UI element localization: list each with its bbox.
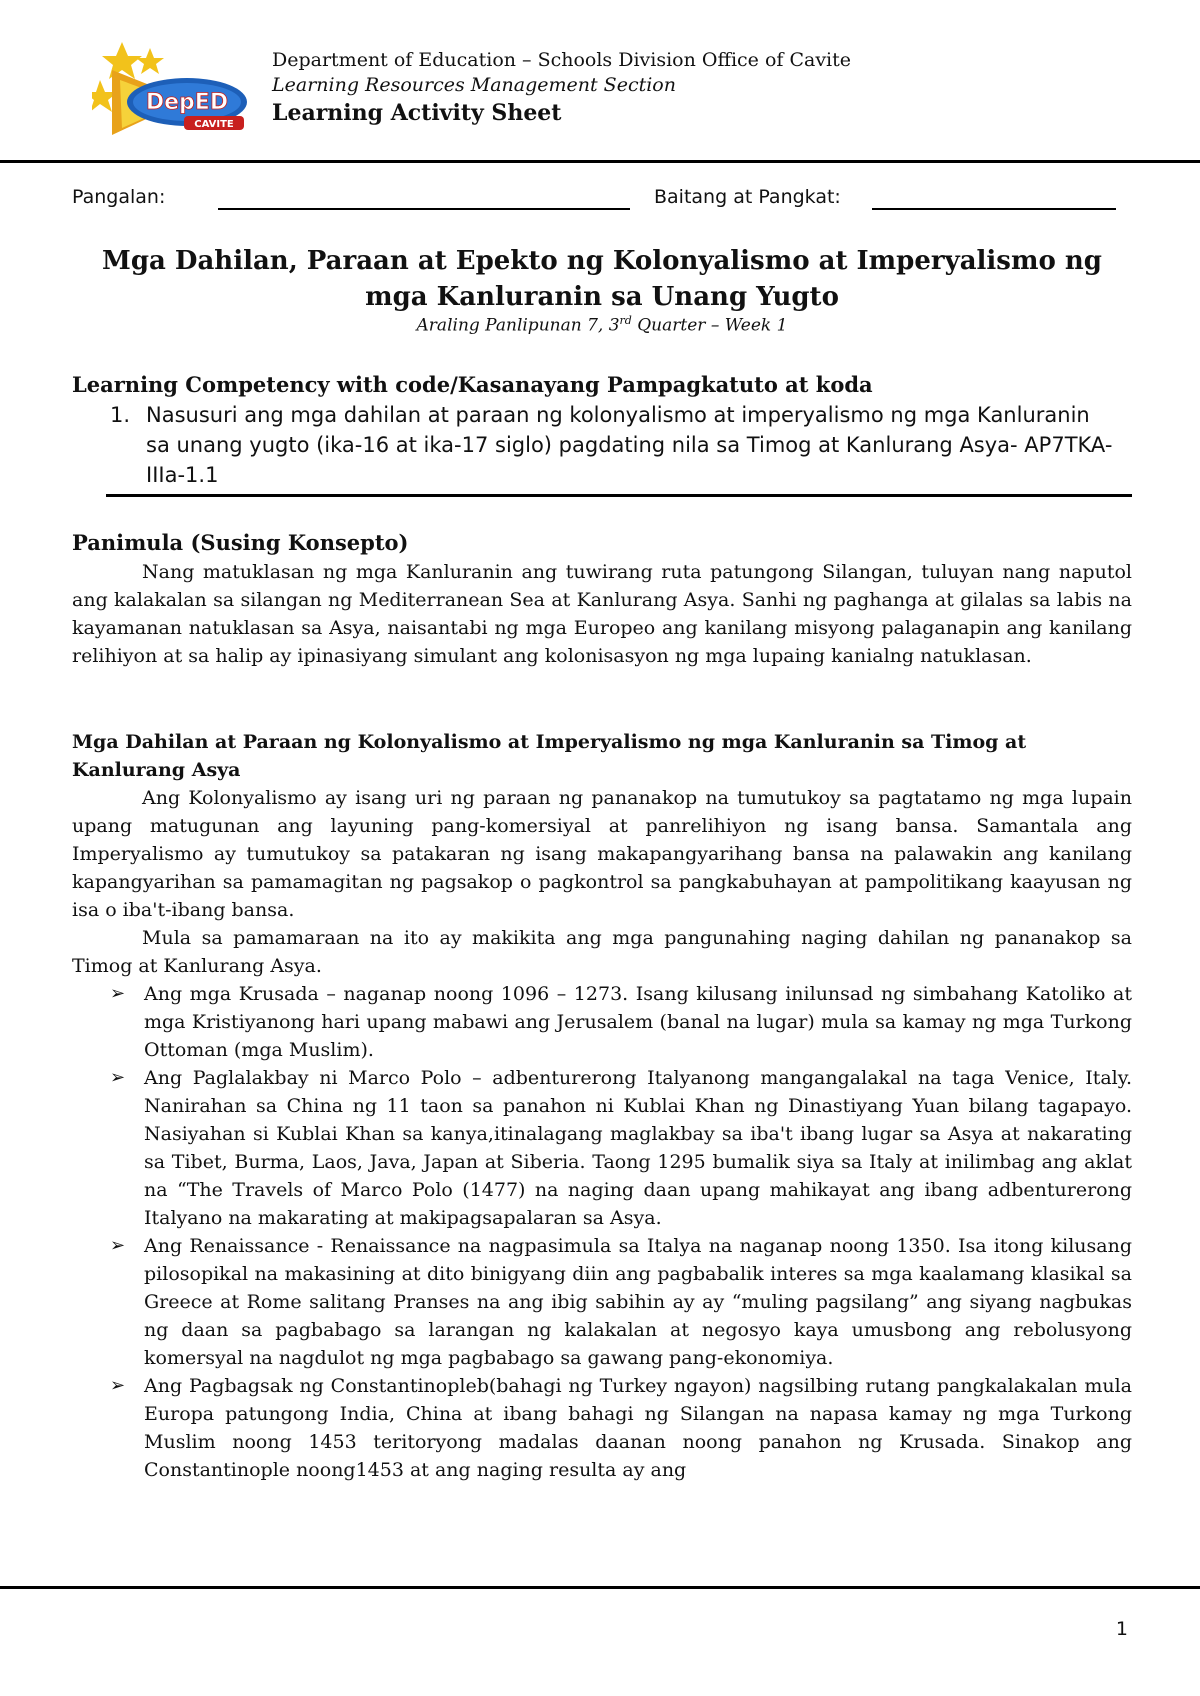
svg-text:CAVITE: CAVITE [194, 119, 234, 130]
list-item: ➢ Ang Pagbagsak ng Constantinopleb(bahagi ng Turkey ngayon) nagsilbing rutang pangkalakalan mula Europa patungong India, China at ibang bahagi ng Silangan na napasa kamay ng mga Turkong Muslim noong 1453 teritoryong madalas daanan noong panahon ng Krusada. Sinakop ang Constantinople noong1453 at ang naging resulta ay ang [72, 1372, 1132, 1484]
section-paragraph-1: Ang Kolonyalismo ay isang uri ng paraan ng pananakop na tumutukoy sa pagtatamo ng mga lupain upang matugunan ang layuning pang-komersiyal at panrelihiyon ng isang bansa. Samantala ang Imperyalismo ay tumutukoy sa patakaran ng isang makapangyarihang bansa na palawakin ang kanilang kapangyarihan sa pamamagitan ng pagsakop o pagkontrol sa pangkabuhayan at pampolitikang kaayusan ng isa o iba't-ibang bansa. [72, 787, 1132, 921]
header-section: Learning Resources Management Section [272, 74, 676, 96]
name-label: Pangalan: [72, 186, 166, 208]
arrow-bullet-icon: ➢ [110, 1067, 126, 1088]
page-number: 1 [1115, 1618, 1128, 1640]
header-sheet-title: Learning Activity Sheet [272, 100, 562, 126]
lesson-title-line2: mga Kanluranin sa Unang Yugto [365, 282, 839, 312]
arrow-bullet-icon: ➢ [110, 983, 126, 1004]
reasons-list [72, 980, 1132, 1484]
competency-heading: Learning Competency with code/Kasanayang Pampagkatuto at koda [72, 372, 873, 397]
header-divider [0, 160, 1200, 163]
competency-item [110, 400, 1120, 490]
grade-label: Baitang at Pangkat: [654, 186, 841, 208]
section-heading: Mga Dahilan at Paraan ng Kolonyalismo at Imperyalismo ng mga Kanluranin sa Timog at Kanlurang Asya [72, 731, 1027, 781]
footer-divider [0, 1586, 1200, 1589]
svg-text:DepED: DepED [145, 90, 229, 115]
competency-divider [106, 494, 1132, 497]
lesson-title [72, 243, 1132, 315]
arrow-bullet-icon: ➢ [110, 1235, 126, 1256]
lesson-title-line1: Mga Dahilan, Paraan at Epekto ng Kolonyalismo at Imperyalismo ng [102, 246, 1102, 276]
panimula-paragraph: Nang matuklasan ng mga Kanluranin ang tuwirang ruta patungong Silangan, tuluyan nang naputol ang kalakalan sa silangan ng Mediterranean Sea at Kanlurang Asya. Sanhi ng paghanga at gilalas sa labis na kayamanan natuklasan sa Asya, naisantabi ng mga Europeo ang kanilang misyong palaganapin ang kanilang relihiyon at sa halip ay ipinasiyang simulant ang kolonisasyon ng mga lupaing kanialng natuklasan. [72, 561, 1132, 667]
competency-text: Nasusuri ang mga dahilan at paraan ng kolonyalismo at imperyalismo ng mga Kanluranin sa unang yugto (ika-16 at ika-17 siglo) pagdating nila sa Timog at Kanlurang Asya- AP7TKA-IIIa-1.1 [146, 403, 1113, 487]
header-department: Department of Education – Schools Division Office of Cavite [272, 49, 852, 71]
deped-cavite-logo [92, 40, 262, 140]
page-header [0, 0, 1200, 165]
grade-field[interactable] [872, 208, 1116, 210]
student-fields [72, 186, 1132, 216]
list-item: ➢ Ang Paglalakbay ni Marco Polo – adbenturerong Italyanong mangangalakal na taga Venice, Italy. Nanirahan sa China ng 11 taon sa panahon ni Kublai Khan ng Dinastiyang Yuan bilang tagapayo. Nasiyahan si Kublai Khan sa kanya,itinalagang maglakbay sa iba't ibang lugar sa Asya at nakarating sa Tibet, Burma, Laos, Java, Japan at Siberia. Taong 1295 bumalik siya sa Italy at inilimbag ang aklat na “The Travels of Marco Polo (1477) na naging daan upang mahikayat ang ibang adbenturerong Italyano na makarating at makipagsapalaran sa Asya. [72, 1064, 1132, 1232]
list-item: ➢ Ang Renaissance - Renaissance na nagpasimula sa Italya na naganap noong 1350. Isa itong kilusang pilosopikal na makasining at dito binigyang diin ang pagbabalik interes sa mga kaalamang klasikal sa Greece at Rome salitang Pranses na ang ibig sabihin ay ay “muling pagsilang” ang siyang nagbukas ng daan sa pagbabago sa larangan ng kalakalan at negosyo kaya umusbong ang rebolusyong komersyal na nagdulot ng mga pagbabago sa gawang pang-ekonomiya. [72, 1232, 1132, 1372]
panimula-heading: Panimula (Susing Konsepto) [72, 530, 409, 555]
section-paragraph-2: Mula sa pamamaraan na ito ay makikita ang mga pangunahing naging dahilan ng pananakop sa Timog at Kanlurang Asya. [72, 927, 1132, 977]
competency-number: 1. [110, 403, 131, 427]
lesson-subtitle: Araling Panlipunan 7, 3rd Quarter – Week 1 [416, 314, 788, 336]
arrow-bullet-icon: ➢ [110, 1375, 126, 1396]
name-field[interactable] [218, 208, 630, 210]
list-item: ➢ Ang mga Krusada – naganap noong 1096 – 1273. Isang kilusang inilunsad ng simbahang Katoliko at mga Kristiyanong hari upang mabawi ang Jerusalem (banal na lugar) mula sa kamay ng mga Turkong Ottoman (mga Muslim). [72, 980, 1132, 1064]
